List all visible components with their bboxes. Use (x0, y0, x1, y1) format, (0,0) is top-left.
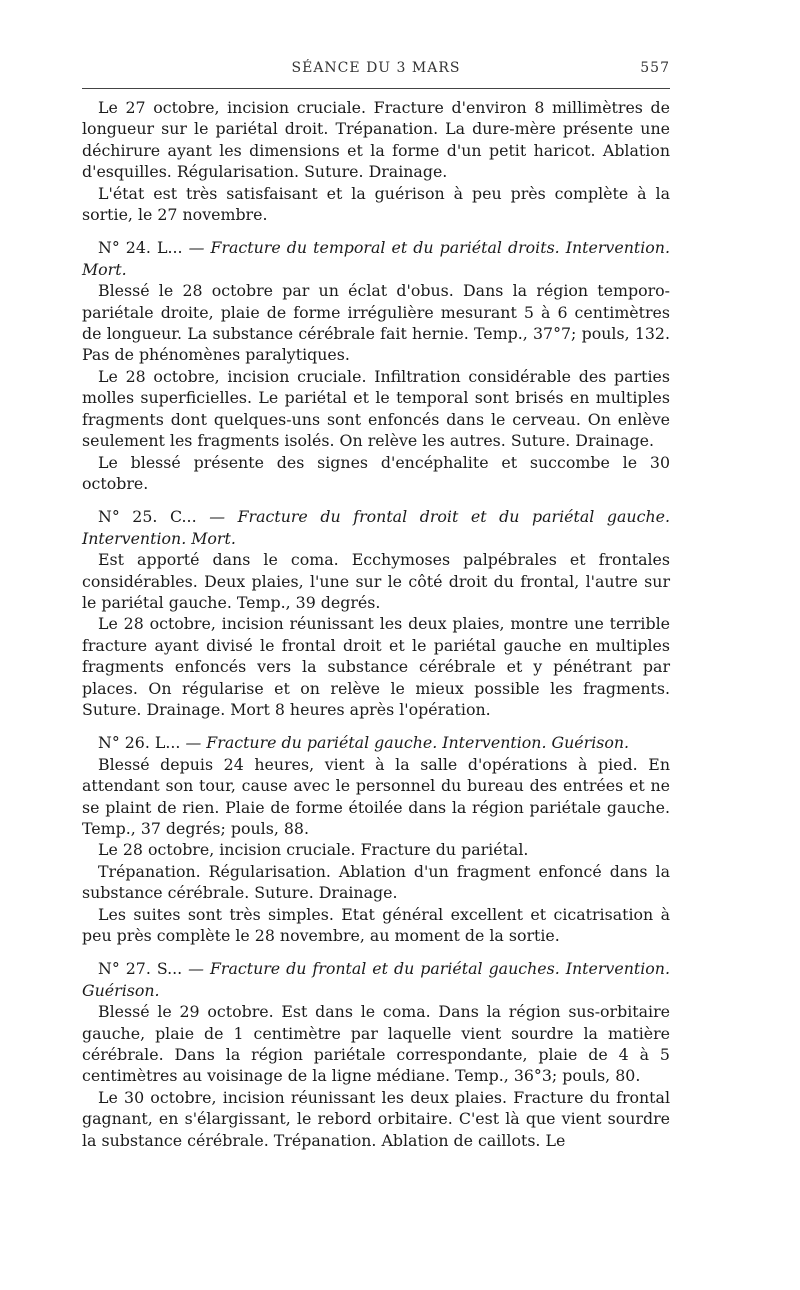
running-head (82, 58, 670, 88)
paragraph: Trépanation. Régularisation. Ablation d'un fragment enfoncé dans la substance cérébrale. Suture. Drainage. (82, 861, 670, 903)
paragraph: Le 28 octobre, incision réunissant les deux plaies, montre une terrible fracture ayant divisé le frontal droit et le pariétal gauche en multiples fragments enfoncés vers la substance cérébrale et y pénétrant par places. On régularise et on relève le mieux possible les fragments. Suture. Drainage. Mort 8 heures après l'opération. (82, 614, 670, 719)
paragraph: Le 28 octobre, incision cruciale. Fracture du pariétal. (98, 840, 529, 860)
running-title: SÉANCE DU 3 MARS (291, 60, 461, 76)
page-body (82, 97, 670, 1151)
paragraph: Est apporté dans le coma. Ecchymoses palpébrales et frontales considérables. Deux plaies, l'une sur le côté droit du frontal, l'autre sur le pariétal gauche. Temp., 39 degrés. (82, 550, 670, 612)
paragraph: Le 28 octobre, incision cruciale. Infiltration considérable des parties molles superficielles. Le pariétal et le temporal sont brisés en multiples fragments dont quelques-uns sont enfoncés dans le cerveau. On enlève seulement les fragments isolés. On relève les autres. Suture. Drainage. (82, 366, 670, 451)
paragraph: L'état est très satisfaisant et la guérison à peu près complète à la sortie, le 27 novembre. (82, 183, 670, 225)
paragraph: Blessé le 29 octobre. Est dans le coma. Dans la région sus-orbitaire gauche, plaie de 1 centimètre par laquelle vient sourdre la matière cérébrale. Dans la région pariétale correspondante, plaie de 4 à 5 centimètres au voisinage de la ligne médiane. Temp., 36°3; pouls, 80. (82, 1002, 670, 1086)
case-number: N° 27. S... (98, 959, 183, 979)
paragraph: Le 30 octobre, incision réunissant les deux plaies. Fracture du frontal gagnant, en s'élargissant, le rebord orbitaire. C'est là que vient sourdre la substance cérébrale. Trépanation. Ablation de caillots. Le (82, 1087, 670, 1150)
case-heading-27 (82, 958, 670, 1001)
paragraph: Les suites sont très simples. Etat général excellent et cicatrisation à peu près complète le 28 novembre, au moment de la sortie. (82, 904, 670, 946)
case-heading-24 (82, 237, 670, 280)
header-rule (82, 88, 670, 89)
case-heading-26 (82, 732, 670, 753)
case-title: — Fracture du temporal et du pariétal droits. Intervention. Mort. (82, 238, 670, 279)
case-title: — Fracture du pariétal gauche. Intervention. Guérison. (185, 733, 630, 753)
case-heading-25 (82, 506, 670, 549)
case-number: N° 26. L... (98, 733, 181, 753)
paragraph: Le blessé présente des signes d'encéphalite et succombe le 30 octobre. (82, 452, 670, 493)
book-page (82, 58, 670, 1151)
paragraph: Blessé depuis 24 heures, vient à la salle d'opérations à pied. En attendant son tour, cause avec le personnel du bureau des entrées et ne se plaint de rien. Plaie de forme étoilée dans la région pariétale gauche. Temp., 37 degrés; pouls, 88. (82, 754, 670, 838)
page-number: 557 (640, 60, 670, 76)
case-title: — Fracture du frontal droit et du pariétal gauche. Intervention. Mort. (82, 507, 670, 548)
case-number: N° 25. C... (98, 507, 197, 527)
case-title: — Fracture du frontal et du pariétal gauches. Intervention. Guérison. (82, 959, 670, 1000)
case-number: N° 24. L... (98, 238, 183, 258)
paragraph: Blessé le 28 octobre par un éclat d'obus. Dans la région temporo-pariétale droite, plaie de forme irrégulière mesurant 5 à 6 centimètres de longueur. La substance cérébrale fait hernie. Temp., 37°7; pouls, 132. Pas de phénomènes paralytiques. (82, 281, 670, 365)
paragraph: Le 27 octobre, incision cruciale. Fracture d'environ 8 millimètres de longueur sur le pariétal droit. Trépanation. La dure-mère présente une déchirure ayant les dimensions et la forme d'un petit haricot. Ablation d'esquilles. Régularisation. Suture. Drainage. (82, 98, 670, 182)
